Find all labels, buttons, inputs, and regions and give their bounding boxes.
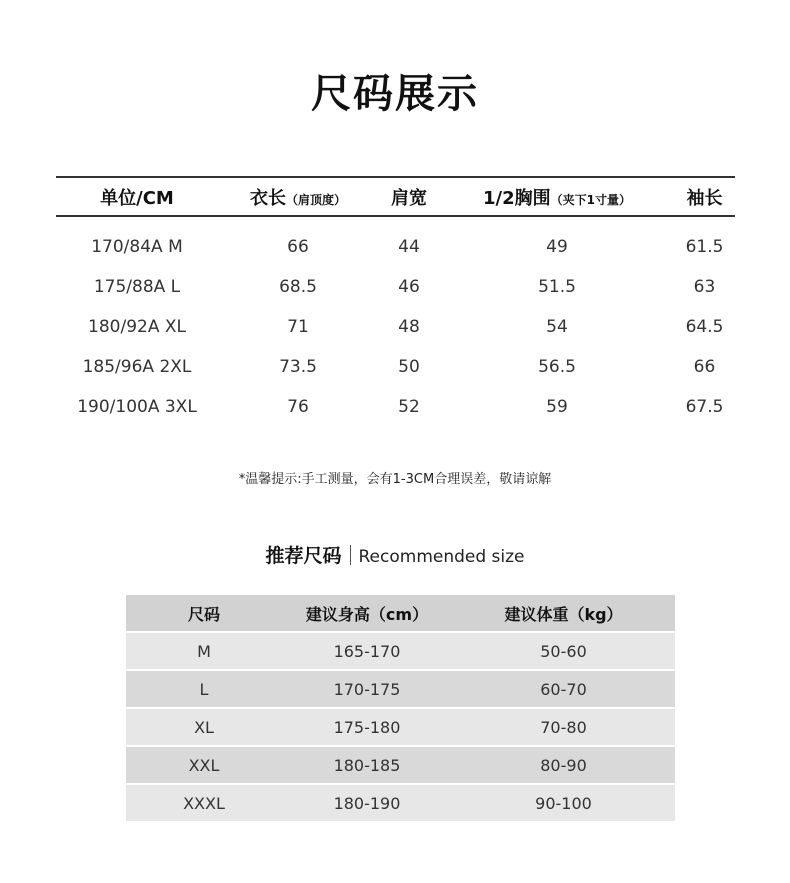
header-weight: 建议体重（kg） bbox=[504, 604, 623, 624]
cell-height: 165-170 bbox=[333, 641, 401, 661]
title-divider bbox=[350, 545, 351, 565]
cell-size: M bbox=[197, 641, 211, 661]
header-chest bbox=[440, 184, 674, 210]
cell-size: 175/88A L bbox=[93, 277, 181, 297]
cell-weight: 80-90 bbox=[540, 755, 587, 775]
cell-size: 180/92A XL bbox=[88, 317, 186, 337]
header-height: 建议身高（cm） bbox=[305, 604, 429, 624]
header-length-note: （肩顶度） bbox=[285, 192, 346, 207]
header-chest-label: 1/2胸围 bbox=[483, 187, 551, 209]
table-row bbox=[126, 785, 675, 821]
recommend-title bbox=[0, 541, 790, 568]
cell-chest: 49 bbox=[546, 237, 568, 257]
cell-sleeve: 67.5 bbox=[685, 397, 724, 417]
table-row bbox=[126, 633, 675, 669]
table-row bbox=[56, 387, 735, 427]
table-row bbox=[56, 227, 735, 267]
size-table bbox=[56, 176, 735, 427]
table-row bbox=[56, 307, 735, 347]
cell-sleeve: 63 bbox=[693, 277, 716, 297]
cell-sleeve: 61.5 bbox=[685, 237, 724, 257]
cell-weight: 60-70 bbox=[540, 679, 587, 699]
cell-size: XL bbox=[194, 717, 214, 737]
cell-chest: 54 bbox=[546, 317, 568, 337]
cell-shoulder: 46 bbox=[398, 277, 420, 297]
table-body bbox=[56, 217, 735, 427]
cell-height: 180-185 bbox=[333, 755, 401, 775]
cell-height: 180-190 bbox=[333, 793, 401, 813]
cell-weight: 50-60 bbox=[540, 641, 587, 661]
cell-length: 76 bbox=[287, 397, 309, 417]
cell-length: 71 bbox=[287, 317, 309, 337]
cell-size: 190/100A 3XL bbox=[77, 397, 197, 417]
recommend-table bbox=[126, 595, 675, 823]
header-shoulder: 肩宽 bbox=[391, 187, 427, 209]
table-row bbox=[126, 709, 675, 745]
cell-shoulder: 48 bbox=[398, 317, 420, 337]
header-size: 尺码 bbox=[187, 604, 220, 624]
recommend-title-cn: 推荐尺码 bbox=[265, 545, 342, 567]
cell-chest: 56.5 bbox=[538, 357, 576, 377]
cell-weight: 90-100 bbox=[535, 793, 592, 813]
cell-size: 170/84A M bbox=[91, 237, 183, 257]
cell-size: L bbox=[199, 679, 209, 699]
table-row bbox=[56, 347, 735, 387]
cell-size: 185/96A 2XL bbox=[82, 357, 192, 377]
cell-weight: 70-80 bbox=[540, 717, 587, 737]
page-title: 尺码展示 bbox=[311, 71, 479, 117]
header-sleeve: 袖长 bbox=[686, 187, 723, 209]
header-chest-note: （夹下1寸量） bbox=[550, 192, 631, 207]
cell-chest: 51.5 bbox=[538, 277, 576, 297]
recommend-title-en: Recommended size bbox=[358, 547, 525, 567]
cell-length: 73.5 bbox=[279, 357, 317, 377]
cell-length: 68.5 bbox=[279, 277, 317, 297]
table-header bbox=[56, 178, 735, 215]
cell-size: XXXL bbox=[183, 793, 225, 813]
cell-chest: 59 bbox=[546, 397, 568, 417]
cell-shoulder: 44 bbox=[398, 237, 420, 257]
recommend-header bbox=[126, 595, 675, 631]
header-unit: 单位/CM bbox=[100, 187, 174, 209]
header-length bbox=[218, 184, 378, 210]
cell-sleeve: 66 bbox=[693, 357, 716, 377]
cell-shoulder: 50 bbox=[398, 357, 420, 377]
cell-height: 175-180 bbox=[333, 717, 401, 737]
cell-length: 66 bbox=[287, 237, 309, 257]
header-length-label: 衣长 bbox=[249, 187, 286, 209]
measurement-note: *温馨提示:手工测量，会有1-3CM合理误差，敬请谅解 bbox=[238, 472, 552, 487]
cell-size: XXL bbox=[188, 755, 220, 775]
cell-sleeve: 64.5 bbox=[685, 317, 724, 337]
table-row bbox=[126, 747, 675, 783]
cell-height: 170-175 bbox=[333, 679, 401, 699]
table-row bbox=[56, 267, 735, 307]
table-row bbox=[126, 671, 675, 707]
cell-shoulder: 52 bbox=[398, 397, 420, 417]
